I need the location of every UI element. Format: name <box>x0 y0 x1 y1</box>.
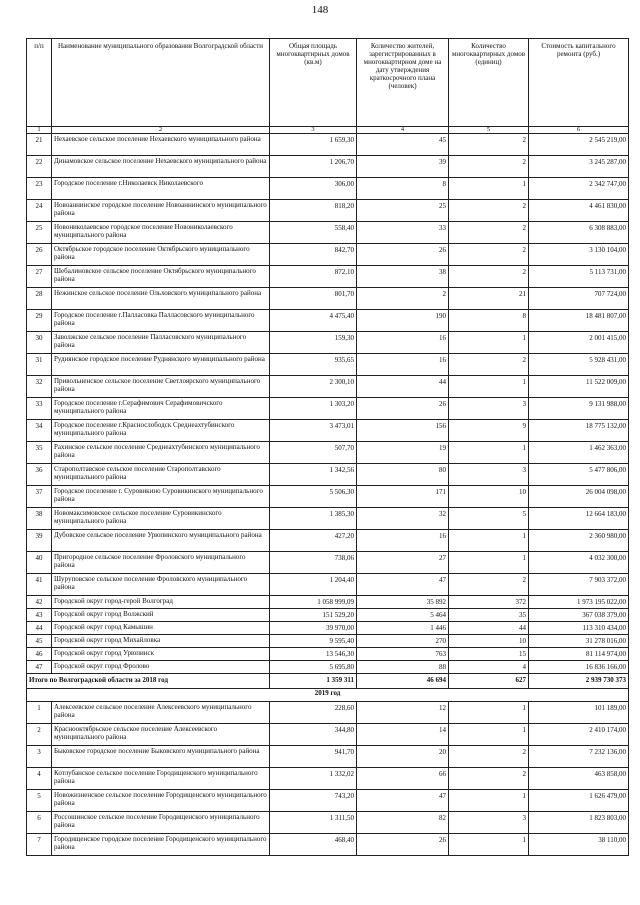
row-residents: 1 446 <box>357 622 449 635</box>
row-name: Новониколаевское городское поселение Новониколаевского муниципального района <box>52 222 270 244</box>
row-cost: 6 308 883,00 <box>529 222 629 244</box>
row-houses: 1 <box>449 178 529 200</box>
row-number: 26 <box>27 244 52 266</box>
row-houses: 1 <box>449 724 529 746</box>
row-cost: 1 462 363,00 <box>529 442 629 464</box>
row-name: Новомаксимовское сельское поселение Суровикинского муниципального района <box>52 508 270 530</box>
row-houses: 44 <box>449 622 529 635</box>
row-area: 1 204,40 <box>270 574 357 596</box>
row-number: 44 <box>27 622 52 635</box>
row-area: 9 595,40 <box>270 635 357 648</box>
row-name: Россошинское сельское поселение Городищенского муниципального района <box>52 812 270 834</box>
row-houses: 15 <box>449 648 529 661</box>
row-number: 29 <box>27 310 52 332</box>
row-houses: 1 <box>449 376 529 398</box>
total-residents: 46 694 <box>357 674 449 689</box>
row-name: Краснооктябрьское сельское поселение Алексеевского муниципального района <box>52 724 270 746</box>
header-cost: Стоимость капитального ремонта (руб.) <box>529 39 629 127</box>
row-name: Котлубанское сельское поселение Городищенского муниципального района <box>52 768 270 790</box>
row-residents: 45 <box>357 134 449 156</box>
row-name: Городищенское городское поселение Городищенского муниципального района <box>52 834 270 856</box>
row-number: 7 <box>27 834 52 856</box>
row-cost: 18 775 132,00 <box>529 420 629 442</box>
row-area: 344,80 <box>270 724 357 746</box>
row-name: Рахинское сельское поселение Среднеахтубинского муниципального района <box>52 442 270 464</box>
row-name: Привольненское сельское поселение Светлоярского муниципального района <box>52 376 270 398</box>
row-area: 743,20 <box>270 790 357 812</box>
row-area: 2 300,10 <box>270 376 357 398</box>
row-cost: 5 928 431,00 <box>529 354 629 376</box>
row-residents: 19 <box>357 442 449 464</box>
row-name: Быковское городское поселение Быковского муниципального района <box>52 746 270 768</box>
row-name: Пригородное сельское поселение Фроловского муниципального района <box>52 552 270 574</box>
row-area: 5 695,80 <box>270 661 357 674</box>
row-name: Городской округ город Волжский <box>52 609 270 622</box>
row-residents: 16 <box>357 332 449 354</box>
row-cost: 31 278 016,00 <box>529 635 629 648</box>
row-houses: 2 <box>449 768 529 790</box>
row-number: 30 <box>27 332 52 354</box>
row-number: 42 <box>27 596 52 609</box>
table-row <box>27 156 629 178</box>
row-houses: 10 <box>449 486 529 508</box>
row-number: 28 <box>27 288 52 310</box>
row-cost: 2 342 747,00 <box>529 178 629 200</box>
row-houses: 2 <box>449 156 529 178</box>
table-row <box>27 609 629 622</box>
row-cost: 26 004 098,00 <box>529 486 629 508</box>
row-cost: 5 113 731,00 <box>529 266 629 288</box>
row-cost: 3 130 104,00 <box>529 244 629 266</box>
row-residents: 80 <box>357 464 449 486</box>
row-residents: 25 <box>357 200 449 222</box>
row-cost: 101 189,00 <box>529 702 629 724</box>
row-houses: 2 <box>449 222 529 244</box>
row-name: Городское поселение г. Суровикино Суровикинского муниципального района <box>52 486 270 508</box>
row-residents: 26 <box>357 398 449 420</box>
row-houses: 2 <box>449 244 529 266</box>
row-residents: 156 <box>357 420 449 442</box>
header-houses: Количество многоквартирных домов (единиц) <box>449 39 529 127</box>
row-name: Городской округ город Михайловка <box>52 635 270 648</box>
row-houses: 2 <box>449 746 529 768</box>
row-houses: 2 <box>449 266 529 288</box>
row-cost: 463 858,00 <box>529 768 629 790</box>
row-cost: 1 823 803,00 <box>529 812 629 834</box>
row-area: 1 659,30 <box>270 134 357 156</box>
row-number: 33 <box>27 398 52 420</box>
table-row <box>27 442 629 464</box>
table-row <box>27 134 629 156</box>
row-name: Городской округ город Камышин <box>52 622 270 635</box>
row-area: 872,10 <box>270 266 357 288</box>
row-cost: 1 626 479,00 <box>529 790 629 812</box>
table-header-row <box>27 39 629 127</box>
row-name: Шебалиновское сельское поселение Октябрьского муниципального района <box>52 266 270 288</box>
row-cost: 7 903 372,00 <box>529 574 629 596</box>
table-row <box>27 200 629 222</box>
row-number: 25 <box>27 222 52 244</box>
row-area: 427,20 <box>270 530 357 552</box>
row-houses: 21 <box>449 288 529 310</box>
row-residents: 35 892 <box>357 596 449 609</box>
table-row <box>27 508 629 530</box>
row-area: 151 529,20 <box>270 609 357 622</box>
table-row <box>27 596 629 609</box>
row-name: Нежинское сельское поселение Ольховского муниципального района <box>52 288 270 310</box>
row-name: Динамовское сельское поселение Нехаевского муниципального района <box>52 156 270 178</box>
row-area: 558,40 <box>270 222 357 244</box>
row-cost: 113 310 434,00 <box>529 622 629 635</box>
row-number: 38 <box>27 508 52 530</box>
table-row <box>27 746 629 768</box>
row-residents: 82 <box>357 812 449 834</box>
row-residents: 16 <box>357 354 449 376</box>
capital-repair-table <box>26 38 629 856</box>
row-name: Алексеевское сельское поселение Алексеевского муниципального района <box>52 702 270 724</box>
row-name: Городской округ город Фролово <box>52 661 270 674</box>
table-row <box>27 622 629 635</box>
row-residents: 66 <box>357 768 449 790</box>
row-area: 941,70 <box>270 746 357 768</box>
row-cost: 38 110,00 <box>529 834 629 856</box>
row-name: Городской округ город Урюпинск <box>52 648 270 661</box>
row-number: 37 <box>27 486 52 508</box>
table-row <box>27 768 629 790</box>
row-number: 31 <box>27 354 52 376</box>
row-name: Новожизненское сельское поселение Городищенского муниципального района <box>52 790 270 812</box>
row-number: 46 <box>27 648 52 661</box>
row-houses: 1 <box>449 790 529 812</box>
row-number: 39 <box>27 530 52 552</box>
row-houses: 2 <box>449 134 529 156</box>
table-row <box>27 354 629 376</box>
row-area: 39 970,00 <box>270 622 357 635</box>
header-name: Наименование муниципального образования Волгоградской области <box>52 39 270 127</box>
table-row <box>27 178 629 200</box>
row-area: 507,70 <box>270 442 357 464</box>
page-number: 148 <box>311 4 329 16</box>
row-number: 3 <box>27 746 52 768</box>
row-area: 468,40 <box>270 834 357 856</box>
column-number: 6 <box>529 127 629 134</box>
row-cost: 9 131 988,00 <box>529 398 629 420</box>
row-area: 1 303,20 <box>270 398 357 420</box>
row-residents: 8 <box>357 178 449 200</box>
row-number: 43 <box>27 609 52 622</box>
header-area: Общая площадь многоквартирных домов (кв.м) <box>270 39 357 127</box>
row-name: Руднянское городское поселение Руднянского муниципального района <box>52 354 270 376</box>
table-row <box>27 398 629 420</box>
table-row <box>27 812 629 834</box>
table-row <box>27 635 629 648</box>
table-row <box>27 376 629 398</box>
row-cost: 11 522 009,00 <box>529 376 629 398</box>
row-cost: 81 114 974,00 <box>529 648 629 661</box>
row-area: 1 058 999,09 <box>270 596 357 609</box>
row-houses: 5 <box>449 508 529 530</box>
row-number: 47 <box>27 661 52 674</box>
row-area: 228,60 <box>270 702 357 724</box>
row-residents: 270 <box>357 635 449 648</box>
row-houses: 10 <box>449 635 529 648</box>
row-residents: 16 <box>357 530 449 552</box>
row-residents: 5 464 <box>357 609 449 622</box>
row-name: Старополтавское сельское поселение Старополтавского муниципального района <box>52 464 270 486</box>
table-row <box>27 420 629 442</box>
table-row <box>27 724 629 746</box>
row-cost: 12 664 183,00 <box>529 508 629 530</box>
table-row <box>27 648 629 661</box>
year-section-row <box>27 689 629 702</box>
column-number: 3 <box>270 127 357 134</box>
row-houses: 2 <box>449 200 529 222</box>
table-row <box>27 244 629 266</box>
row-number: 45 <box>27 635 52 648</box>
table-row <box>27 661 629 674</box>
table-row <box>27 266 629 288</box>
row-area: 1 332,02 <box>270 768 357 790</box>
row-number: 24 <box>27 200 52 222</box>
row-houses: 2 <box>449 354 529 376</box>
row-residents: 190 <box>357 310 449 332</box>
row-residents: 47 <box>357 790 449 812</box>
row-houses: 35 <box>449 609 529 622</box>
row-area: 1 385,30 <box>270 508 357 530</box>
row-name: Городское поселение г.Серафимович Серафимовичского муниципального района <box>52 398 270 420</box>
row-residents: 88 <box>357 661 449 674</box>
table-row <box>27 790 629 812</box>
row-number: 6 <box>27 812 52 834</box>
total-area: 1 359 311 <box>270 674 357 689</box>
row-houses: 1 <box>449 442 529 464</box>
row-cost: 707 724,00 <box>529 288 629 310</box>
row-area: 801,70 <box>270 288 357 310</box>
table-row <box>27 574 629 596</box>
table-row <box>27 464 629 486</box>
row-number: 1 <box>27 702 52 724</box>
row-houses: 1 <box>449 702 529 724</box>
row-cost: 16 836 166,00 <box>529 661 629 674</box>
row-number: 22 <box>27 156 52 178</box>
row-number: 4 <box>27 768 52 790</box>
table-row <box>27 834 629 856</box>
table-row <box>27 552 629 574</box>
row-residents: 26 <box>357 244 449 266</box>
row-houses: 2 <box>449 574 529 596</box>
table-row <box>27 288 629 310</box>
column-numbers-row <box>27 127 629 134</box>
row-area: 842,70 <box>270 244 357 266</box>
row-number: 41 <box>27 574 52 596</box>
row-cost: 7 232 136,00 <box>529 746 629 768</box>
row-residents: 20 <box>357 746 449 768</box>
table-row <box>27 702 629 724</box>
row-houses: 372 <box>449 596 529 609</box>
row-residents: 2 <box>357 288 449 310</box>
row-area: 5 506,30 <box>270 486 357 508</box>
row-residents: 12 <box>357 702 449 724</box>
row-houses: 9 <box>449 420 529 442</box>
table-row <box>27 310 629 332</box>
row-number: 35 <box>27 442 52 464</box>
row-name: Нехаевское сельское поселение Нехаевского муниципального района <box>52 134 270 156</box>
table-row <box>27 222 629 244</box>
row-houses: 1 <box>449 530 529 552</box>
total-row <box>27 674 629 689</box>
total-label: Итого по Волгоградской области за 2018 год <box>27 674 270 689</box>
column-number: 2 <box>52 127 270 134</box>
row-houses: 3 <box>449 464 529 486</box>
row-cost: 18 481 807,00 <box>529 310 629 332</box>
row-number: 34 <box>27 420 52 442</box>
row-name: Дубовское сельское поселение Урюпинского муниципального района <box>52 530 270 552</box>
row-number: 27 <box>27 266 52 288</box>
total-houses: 627 <box>449 674 529 689</box>
column-number: 1 <box>27 127 52 134</box>
row-residents: 47 <box>357 574 449 596</box>
row-number: 32 <box>27 376 52 398</box>
row-houses: 3 <box>449 398 529 420</box>
row-area: 306,00 <box>270 178 357 200</box>
row-residents: 38 <box>357 266 449 288</box>
row-number: 23 <box>27 178 52 200</box>
row-area: 13 546,30 <box>270 648 357 661</box>
row-area: 1 311,50 <box>270 812 357 834</box>
table-row <box>27 486 629 508</box>
row-cost: 2 410 174,00 <box>529 724 629 746</box>
row-number: 40 <box>27 552 52 574</box>
year-label: 2019 год <box>27 689 629 702</box>
column-number: 5 <box>449 127 529 134</box>
header-number: п/п <box>27 39 52 127</box>
row-residents: 32 <box>357 508 449 530</box>
row-name: Городское поселение г.Палласовка Палласовского муниципального района <box>52 310 270 332</box>
row-cost: 3 245 287,00 <box>529 156 629 178</box>
row-area: 1 342,56 <box>270 464 357 486</box>
row-residents: 14 <box>357 724 449 746</box>
table-row <box>27 530 629 552</box>
row-residents: 763 <box>357 648 449 661</box>
row-residents: 33 <box>357 222 449 244</box>
column-number: 4 <box>357 127 449 134</box>
row-cost: 4 461 830,00 <box>529 200 629 222</box>
row-houses: 3 <box>449 812 529 834</box>
row-number: 5 <box>27 790 52 812</box>
total-cost: 2 939 730 373 <box>529 674 629 689</box>
row-residents: 27 <box>357 552 449 574</box>
row-name: Заволжское сельское поселение Палласовского муниципального района <box>52 332 270 354</box>
row-area: 159,30 <box>270 332 357 354</box>
row-cost: 2 545 219,00 <box>529 134 629 156</box>
row-name: Городское поселение г.Николаевск Николаевского <box>52 178 270 200</box>
row-name: Новоаннинское городское поселение Новоаннинского муниципального района <box>52 200 270 222</box>
table-row <box>27 332 629 354</box>
row-area: 818,20 <box>270 200 357 222</box>
row-cost: 367 038 379,00 <box>529 609 629 622</box>
row-residents: 26 <box>357 834 449 856</box>
row-cost: 1 973 195 022,00 <box>529 596 629 609</box>
row-houses: 4 <box>449 661 529 674</box>
row-cost: 5 477 806,00 <box>529 464 629 486</box>
row-houses: 1 <box>449 332 529 354</box>
row-number: 2 <box>27 724 52 746</box>
header-residents: Количество жителей, зарегистрированных в многоквартирном доме на дату утверждения краткосрочного плана (человек) <box>357 39 449 127</box>
row-area: 3 473,01 <box>270 420 357 442</box>
row-number: 21 <box>27 134 52 156</box>
row-residents: 39 <box>357 156 449 178</box>
row-residents: 171 <box>357 486 449 508</box>
row-houses: 1 <box>449 834 529 856</box>
row-residents: 44 <box>357 376 449 398</box>
row-area: 4 475,40 <box>270 310 357 332</box>
row-name: Октябрьское городское поселение Октябрьского муниципального района <box>52 244 270 266</box>
row-number: 36 <box>27 464 52 486</box>
row-area: 738,06 <box>270 552 357 574</box>
row-name: Городской округ город-герой Волгоград <box>52 596 270 609</box>
row-cost: 2 360 980,00 <box>529 530 629 552</box>
row-houses: 8 <box>449 310 529 332</box>
row-name: Городское поселение г.Краснослободск Среднеахтубинского муниципального района <box>52 420 270 442</box>
row-name: Шуруповское сельское поселение Фроловского муниципального района <box>52 574 270 596</box>
row-houses: 1 <box>449 552 529 574</box>
row-area: 1 206,70 <box>270 156 357 178</box>
row-cost: 4 032 300,00 <box>529 552 629 574</box>
row-cost: 2 001 415,00 <box>529 332 629 354</box>
row-area: 935,65 <box>270 354 357 376</box>
